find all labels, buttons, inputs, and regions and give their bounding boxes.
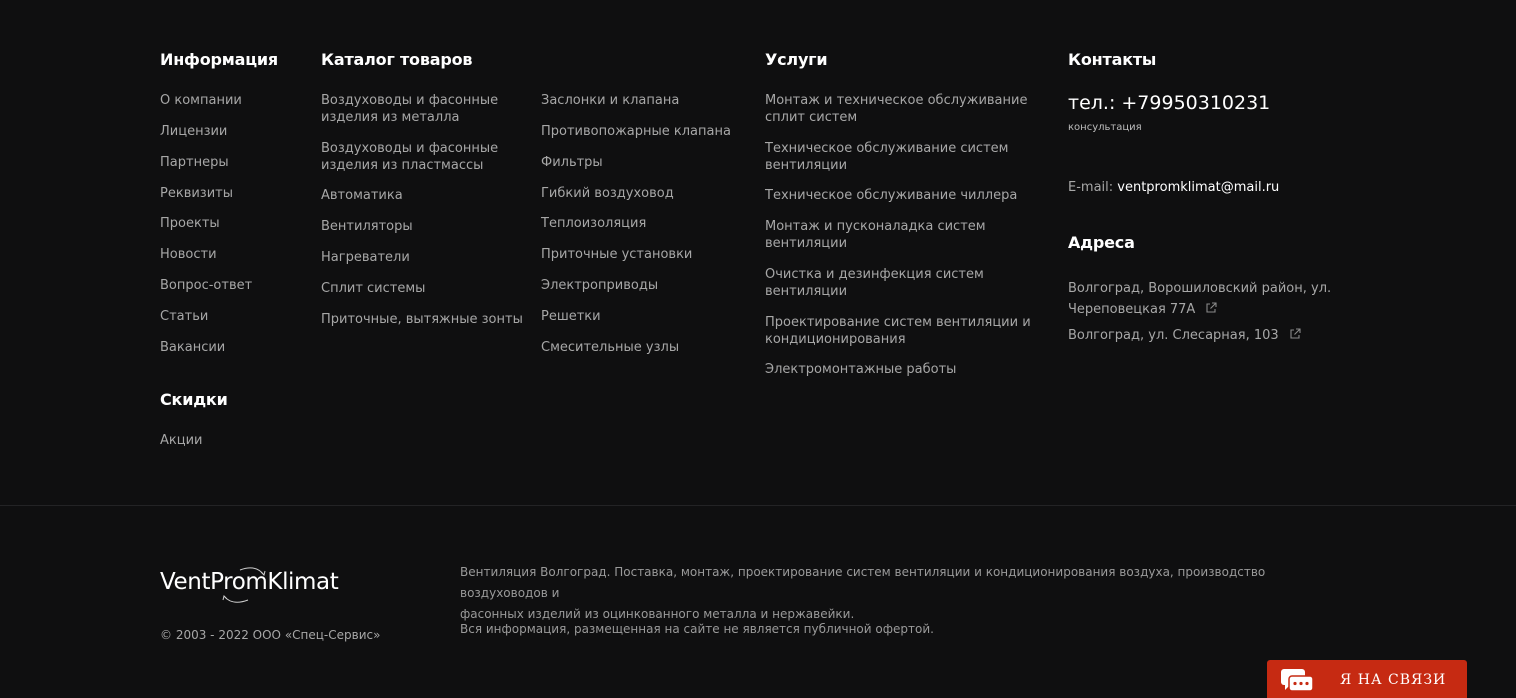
logo-text: VentPromKlimat	[160, 569, 339, 595]
catalog-link-insulation[interactable]: Теплоизоляция	[541, 216, 647, 231]
info-link-articles[interactable]: Статьи	[160, 309, 209, 324]
catalog-link-dampers[interactable]: Заслонки и клапана	[541, 93, 680, 108]
address-line: Волгоград, Ворошиловский район, ул.	[1068, 281, 1332, 296]
phone-link[interactable]: тел.: +79950310231	[1068, 92, 1271, 114]
copyright: © 2003 - 2022 ООО «Спец-Сервис»	[160, 628, 381, 642]
info-column	[160, 50, 278, 69]
catalog-link-flex-duct[interactable]: Гибкий воздуховод	[541, 186, 674, 201]
services-link-line: Монтаж и техническое обслуживание	[765, 93, 1028, 108]
logo[interactable]	[160, 566, 365, 606]
footer-divider	[0, 505, 1516, 506]
address-line: Череповецкая 77А	[1068, 302, 1196, 317]
catalog-link-line: Воздуховоды и фасонные	[321, 93, 499, 108]
services-link-vent-maintenance[interactable]	[765, 140, 1008, 174]
discounts-link-promotions[interactable]: Акции	[160, 433, 203, 448]
catalog-link-split-systems[interactable]: Сплит системы	[321, 281, 426, 296]
info-link-about[interactable]: О компании	[160, 93, 242, 108]
offer-notice: Вся информация, размещенная на сайте не является публичной офертой.	[460, 622, 934, 636]
site-description-line: фасонных изделий из оцинкованного металла и нержавейки.	[460, 607, 855, 621]
services-link-line: вентиляции	[765, 236, 848, 251]
services-link-line: кондиционирования	[765, 332, 906, 347]
services-link-line: Монтаж и пусконаладка систем	[765, 219, 986, 234]
info-link-licenses[interactable]: Лицензии	[160, 124, 228, 139]
addresses-heading: Адреса	[1068, 233, 1135, 252]
catalog-link-fans[interactable]: Вентиляторы	[321, 219, 413, 234]
services-link-commissioning[interactable]	[765, 218, 986, 252]
catalog-link-fire-dampers[interactable]: Противопожарные клапана	[541, 124, 731, 139]
info-link-vacancies[interactable]: Вакансии	[160, 340, 226, 355]
services-link-line: сплит систем	[765, 110, 858, 125]
catalog-link-actuators[interactable]: Электроприводы	[541, 278, 659, 293]
external-link-icon	[1289, 328, 1301, 340]
services-link-line: Проектирование систем вентиляции и	[765, 315, 1031, 330]
services-link-electrical[interactable]: Электромонтажные работы	[765, 362, 957, 377]
chat-widget-button[interactable]	[1267, 660, 1467, 698]
address-link-1[interactable]	[1068, 278, 1331, 320]
catalog-link-automation[interactable]: Автоматика	[321, 188, 403, 203]
catalog-link-heaters[interactable]: Нагреватели	[321, 250, 410, 265]
email-link[interactable]: ventpromklimat@mail.ru	[1117, 180, 1280, 195]
phone-note: консультация	[1068, 122, 1142, 133]
catalog-link-mixing-units[interactable]: Смесительные узлы	[541, 340, 680, 355]
services-link-cleaning[interactable]	[765, 266, 984, 300]
chat-bubbles-icon	[1280, 668, 1314, 694]
info-link-partners[interactable]: Партнеры	[160, 155, 229, 170]
discounts-heading: Скидки	[160, 390, 228, 409]
info-heading: Информация	[160, 50, 278, 69]
address-line: Волгоград, ул. Слесарная, 103	[1068, 328, 1279, 343]
catalog-link-metal-ducts[interactable]	[321, 92, 498, 126]
services-link-split-install[interactable]	[765, 92, 1027, 126]
catalog-link-plastic-ducts[interactable]	[321, 140, 498, 174]
catalog-link-supply-units[interactable]: Приточные установки	[541, 247, 693, 262]
services-link-line: вентиляции	[765, 284, 848, 299]
catalog-link-filters[interactable]: Фильтры	[541, 155, 603, 170]
contacts-heading: Контакты	[1068, 50, 1157, 69]
services-link-line: вентиляции	[765, 158, 848, 173]
info-link-faq[interactable]: Вопрос-ответ	[160, 278, 253, 293]
site-description-line: Вентиляция Волгоград. Поставка, монтаж, проектирование систем вентиляции и кондиционирования воздуха, производство воздуховодов и	[460, 565, 1266, 600]
catalog-heading: Каталог товаров	[321, 50, 473, 69]
address-link-2[interactable]	[1068, 327, 1301, 344]
info-link-news[interactable]: Новости	[160, 247, 217, 262]
catalog-link-hoods[interactable]: Приточные, вытяжные зонты	[321, 312, 523, 327]
chat-widget-label: Я НА СВЯЗИ	[1340, 672, 1447, 688]
catalog-link-grilles[interactable]: Решетки	[541, 309, 601, 324]
email-row	[1068, 180, 1279, 195]
services-heading: Услуги	[765, 50, 828, 69]
info-link-projects[interactable]: Проекты	[160, 216, 220, 231]
catalog-link-line: изделия из пластмассы	[321, 158, 484, 173]
services-link-chiller[interactable]: Техническое обслуживание чиллера	[765, 188, 1018, 203]
services-link-line: Очистка и дезинфекция систем	[765, 267, 984, 282]
site-description	[460, 562, 1340, 625]
catalog-link-line: Воздуховоды и фасонные	[321, 141, 499, 156]
services-link-line: Техническое обслуживание систем	[765, 141, 1009, 156]
catalog-link-line: изделия из металла	[321, 110, 460, 125]
email-label: E-mail:	[1068, 180, 1114, 195]
external-link-icon	[1205, 302, 1217, 314]
services-link-design[interactable]	[765, 314, 1031, 348]
info-link-requisites[interactable]: Реквизиты	[160, 186, 233, 201]
